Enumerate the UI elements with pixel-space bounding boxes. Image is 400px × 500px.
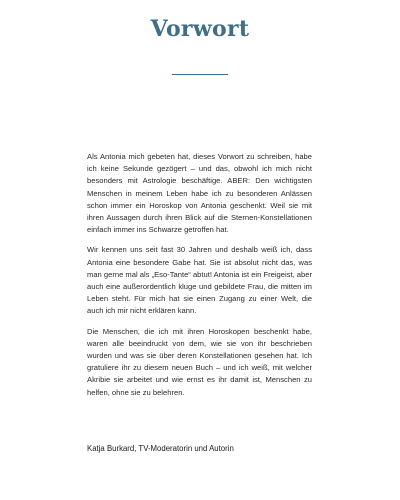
paragraph-1: Als Antonia mich gebeten hat, dieses Vorwort zu schreiben, habe ich keine Sekunde gezögert – und das, obwohl ich mich nicht besonders mit Astrologie beschäftige. ABER: Den wichtigsten Menschen in meinem Leben habe ich zu besonderen Anlässen schon immer ein Horoskop von Antonia geschenkt. Weil sie mit ihren Aussagen durch ihren Blick auf die Sternen-Konstellationen einfach immer ins Schwarze getroffen hat. bbox=[87, 152, 312, 235]
foreword-body bbox=[87, 151, 312, 407]
title-divider bbox=[172, 74, 228, 75]
paragraph-3: Die Menschen, die ich mit ihren Horoskopen beschenkt habe, waren alle beeindruckt von dem, wie sie von ihr beschrieben wurden und was sie über deren Konstellationen gesehen hat. Ich gratuliere ihr zu diesem neuen Buch – und ich weiß, mit welcher Akribie sie arbeitet und wie ernst es ihr damit ist, Menschen zu helfen, ohne sie zu belehren. bbox=[87, 326, 312, 397]
page-title: Vorwort bbox=[150, 16, 250, 42]
author-signature: Katja Burkard, TV-Moderatorin und Autorin bbox=[87, 444, 234, 453]
paragraph-2: Wir kennen uns seit fast 30 Jahren und deshalb weiß ich, dass Antonia eine besondere Gabe hat. Sie ist absolut nicht das, was man gerne mal als „Eso-Tante“ abtut! Antonia ist ein Freigeist, aber auch eine außerordentlich kluge und gebildete Frau, die mitten im Leben steht. Für mich hat sie einen Zugang zu einer Welt, die auch ich mir nicht erklären kann. bbox=[87, 245, 312, 316]
